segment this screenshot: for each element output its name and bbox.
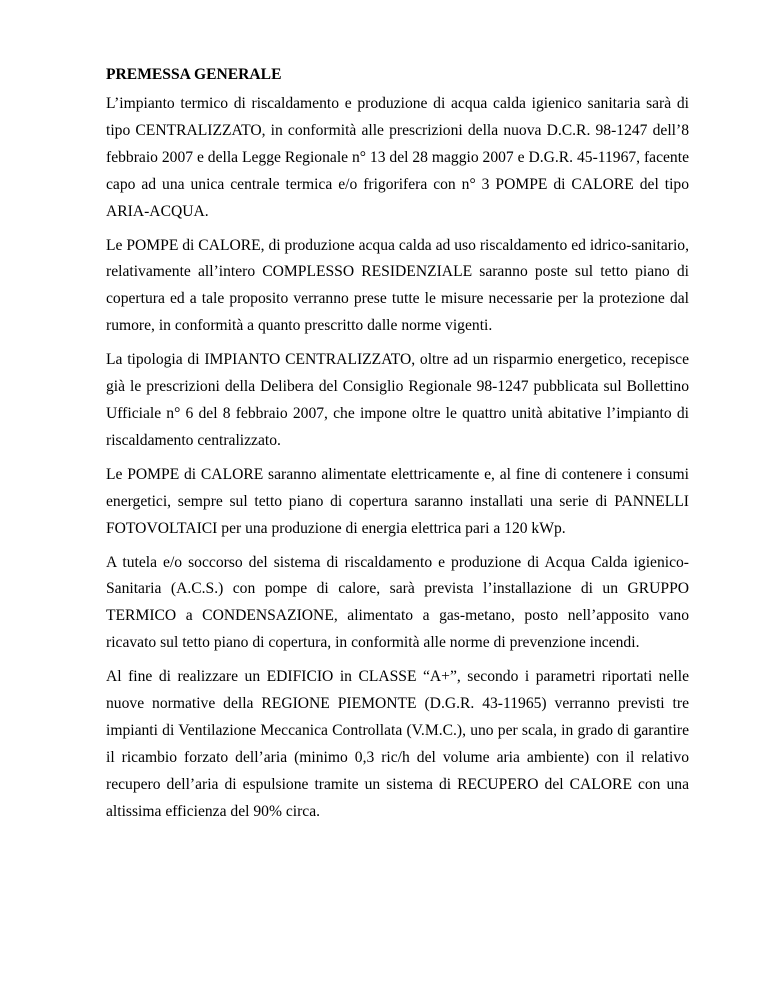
paragraph-pannelli-fotovoltaici: Le POMPE di CALORE saranno alimentate elettricamente e, al fine di contenere i consumi energetici, sempre sul tetto piano di copertura saranno installati una serie di PANNELLI FOTOVOLTAICI per una produzione di energia elettrica pari a 120 kWp. (106, 465, 689, 537)
paragraph-impianto-termico: L’impianto termico di riscaldamento e produzione di acqua calda igienico sanitaria sarà di tipo CENTRALIZZATO, in conformità alle prescrizioni della nuova D.C.R. 98-1247 dell’8 febbraio 2007 e della Legge Regionale n° 13 del 28 maggio 2007 e D.G.R. 45-11967, facente capo ad una unica centrale termica e/o frigorifera con n° 3 POMPE di CALORE del tipo ARIA-ACQUA. (106, 95, 689, 220)
document-page (106, 58, 689, 833)
paragraph-gruppo-termico: A tutela e/o soccorso del sistema di riscaldamento e produzione di Acqua Calda igienico-Sanitaria (A.C.S.) con pompe di calore, sarà prevista l’installazione di un GRUPPO TERMICO a CONDENSAZIONE, alimentato a gas-metano, posto nell’apposito vano ricavato sul tetto piano di copertura, in conformità alle norme di prevenzione incendi. (106, 553, 689, 652)
document-heading: PREMESSA GENERALE (106, 66, 282, 83)
paragraph-ventilazione-meccanica: Al fine di realizzare un EDIFICIO in CLASSE “A+”, secondo i parametri riportati nelle nuove normative della REGIONE PIEMONTE (D.G.R. 43-11965) verranno previsti tre impianti di Ventilazione Meccanica Controllata (V.M.C.), uno per scala, in grado di garantire il ricambio forzato dell’aria (minimo 0,3 ric/h del volume aria ambiente) con il relativo recupero dell’aria di espulsione tramite un sistema di RECUPERO del CALORE con una altissima efficienza del 90% circa. (106, 668, 689, 820)
paragraph-impianto-centralizzato: La tipologia di IMPIANTO CENTRALIZZATO, oltre ad un risparmio energetico, recepisce già le prescrizioni della Delibera del Consiglio Regionale 98-1247 pubblicata sul Bollettino Ufficiale n° 6 del 8 febbraio 2007, che impone oltre le quattro unità abitative l’impianto di riscaldamento centralizzato. (106, 351, 689, 449)
paragraph-pompe-di-calore: Le POMPE di CALORE, di produzione acqua calda ad uso riscaldamento ed idrico-sanitario, relativamente all’intero COMPLESSO RESIDENZIALE saranno poste sul tetto piano di copertura ed a tale proposito verranno prese tutte le misure necessarie per la protezione dal rumore, in conformità a quanto prescritto dalle norme vigenti. (106, 236, 689, 335)
